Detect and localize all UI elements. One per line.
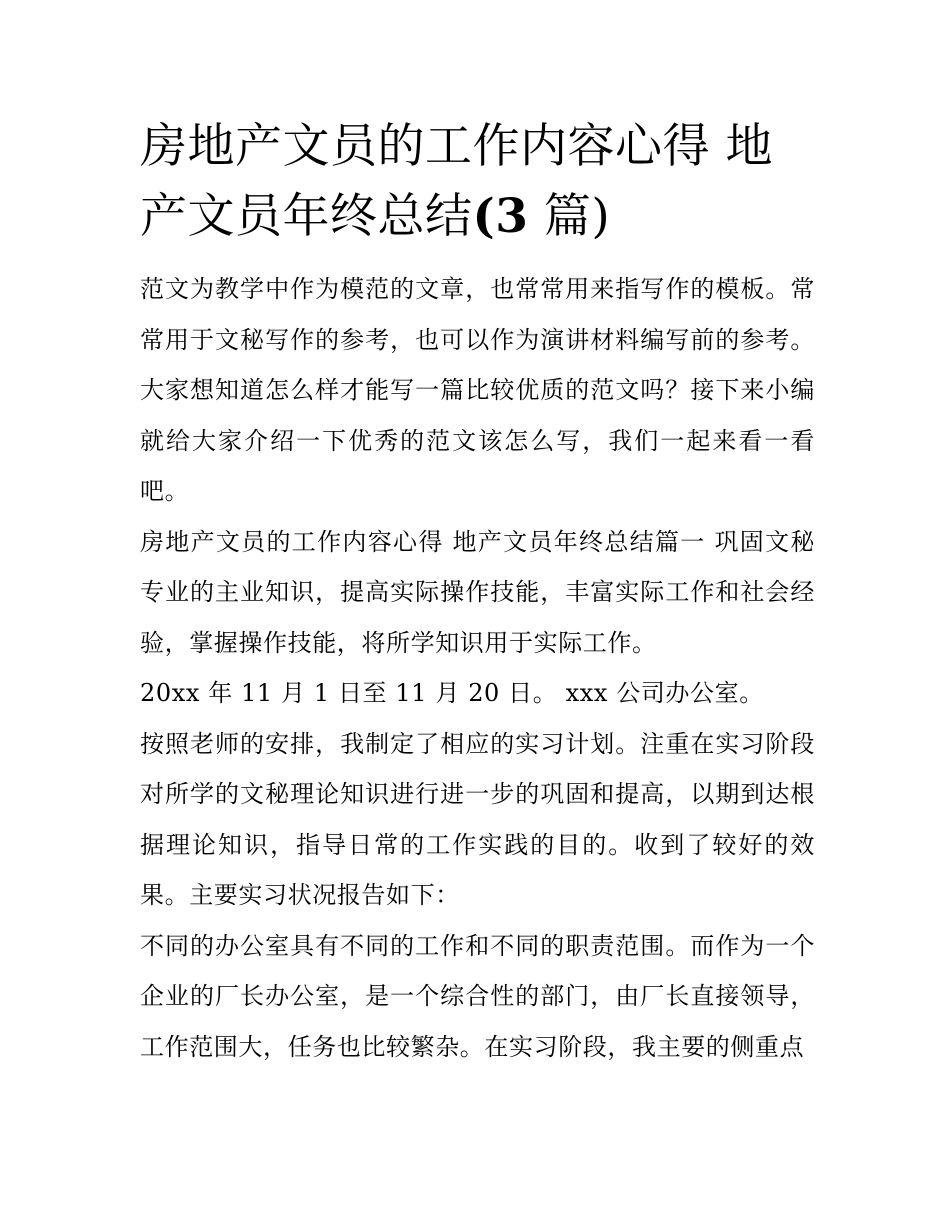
document-content <box>140 112 815 1072</box>
paragraph-office: 不同的办公室具有不同的工作和不同的职责范围。而作为一个企业的厂长办公室，是一个综合性的部门，由厂长直接领导，工作范围大，任务也比较繁杂。在实习阶段，我主要的侧重点 <box>140 931 815 1061</box>
title-count: (3 <box>472 189 529 244</box>
paragraph-section-one: 房地产文员的工作内容心得 地产文员年终总结篇一 巩固文秘专业的主业知识，提高实际操作技能，丰富实际工作和社会经验，掌握操作技能，将所学知识用于实际工作。 <box>140 527 815 657</box>
paragraph-date-location: 20xx 年 11 月 1 日至 11 月 20 日。 xxx 公司办公室。 <box>140 679 764 707</box>
title-text: 房地产文员的工作内容心得 地产文员年终总结 <box>140 119 773 244</box>
paragraph-plan: 按照老师的安排，我制定了相应的实习计划。注重在实习阶段对所学的文秘理论知识进行进一步的巩固和提高，以期到达根据理论知识，指导日常的工作实践的目的。收到了较好的效果。主要实习状况报告如下： <box>140 729 815 909</box>
paragraph-intro: 范文为教学中作为模范的文章，也常常用来指写作的模板。常常用于文秘写作的参考，也可以作为演讲材料编写前的参考。大家想知道怎么样才能写一篇比较优质的范文吗？接下来小编就给大家介绍一下优秀的范文该怎么写，我们一起来看一看吧。 <box>140 275 815 505</box>
title-suffix: 篇) <box>528 189 611 244</box>
document-title <box>140 112 815 252</box>
